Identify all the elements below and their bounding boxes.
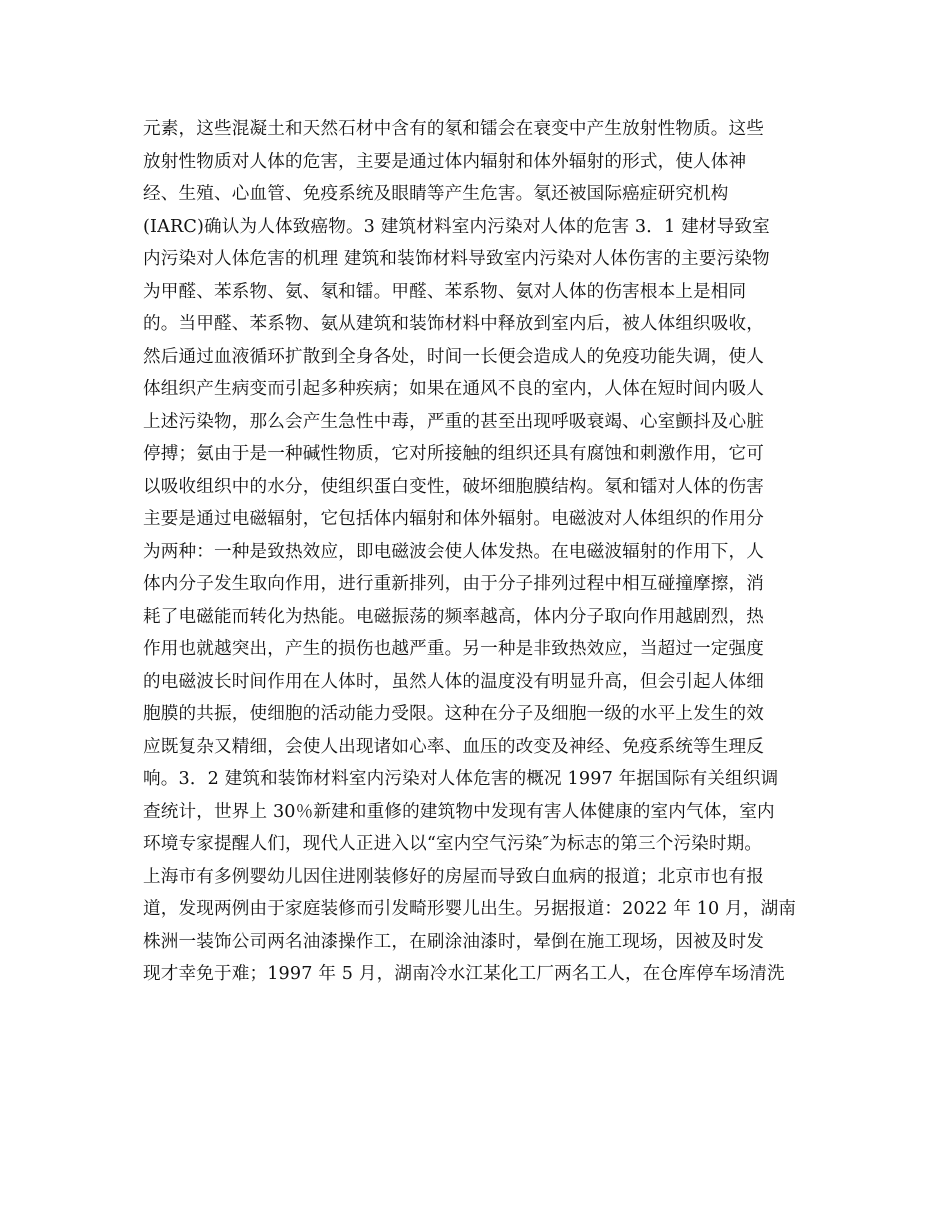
text-line: 的电磁波长时间作用在人体时，虽然人体的温度没有明显升高，但会引起人体细 — [143, 671, 765, 692]
text-line: 停搏；氨由于是一种碱性物质，它对所接触的组织还具有腐蚀和刺激作用，它可 — [143, 444, 765, 464]
text-line: 现才幸免于难；1997 年 5 月，湖南冷水江某化工厂两名工人，在仓库停车场清洗 — [143, 964, 785, 984]
text-line: 然后通过血液循环扩散到全身各处，时间一长便会造成人的免疫功能失调，使人 — [143, 346, 765, 367]
text-line: 放射性物质对人体的危害，主要是通过体内辐射和体外辐射的形式，使人体神 — [143, 151, 747, 172]
text-line: 查统计，世界上 30％新建和重修的建筑物中发现有害人体健康的室内气体，室内 — [143, 801, 775, 822]
text-line: 为两种：一种是致热效应，即电磁波会使人体发热。在电磁波辐射的作用下，人 — [143, 541, 765, 562]
text-line: 作用也就越突出，产生的损伤也越严重。另一种是非致热效应，当超过一定强度 — [143, 639, 765, 659]
text-line: 主要是通过电磁辐射，它包括体内辐射和体外辐射。电磁波对人体组织的作用分 — [143, 509, 765, 529]
text-line: 上海市有多例婴幼儿因住进刚装修好的房屋而导致白血病的报道；北京市也有报 — [143, 866, 765, 887]
text-line: (IARC)确认为人体致癌物。3 建筑材料室内污染对人体的危害 3．1 建材导致室 — [143, 216, 770, 237]
text-line: 胞膜的共振，使细胞的活动能力受限。这种在分子及细胞一级的水平上发生的效 — [143, 704, 765, 724]
text-line: 体内分子发生取向作用，进行重新排列，由于分子排列过程中相互碰撞摩擦，消 — [143, 574, 765, 594]
text-line: 上述污染物，那么会产生急性中毒，严重的甚至出现呼吸衰竭、心室颤抖及心脏 — [143, 411, 765, 432]
text-line: 体组织产生病变而引起多种疾病；如果在通风不良的室内，人体在短时间内吸人 — [143, 379, 765, 399]
text-line: 耗了电磁能而转化为热能。电磁振荡的频率越高，体内分子取向作用越剧烈，热 — [143, 606, 765, 627]
text-line: 内污染对人体危害的机理 建筑和装饰材料导致室内污染对人体伤害的主要污染物 — [143, 249, 770, 269]
text-line: 的。当甲醛、苯系物、氨从建筑和装饰材料中释放到室内后，被人体组织吸收， — [143, 314, 765, 334]
text-line: 应既复杂又精细，会使人出现诸如心率、血压的改变及神经、免疫系统等生理反 — [143, 736, 765, 757]
text-line: 以吸收组织中的水分，使组织蛋白变性，破坏细胞膜结构。氡和镭对人体的伤害 — [143, 476, 765, 497]
body-text — [143, 113, 823, 991]
text-line: 株洲一装饰公司两名油漆操作工，在刷涂油漆时，晕倒在施工现场，因被及时发 — [143, 931, 765, 952]
text-line: 元素，这些混凝土和天然石材中含有的氡和镭会在衰变中产生放射性物质。这些 — [143, 119, 765, 139]
text-line: 响。3．2 建筑和装饰材料室内污染对人体危害的概况 1997 年据国际有关组织调 — [143, 769, 779, 789]
text-line: 经、生殖、心血管、免疫系统及眼睛等产生危害。氡还被国际癌症研究机构 — [143, 184, 729, 204]
text-line: 为甲醛、苯系物、氨、氡和镭。甲醛、苯系物、氨对人体的伤害根本上是相同 — [143, 281, 747, 302]
text-line: 环境专家提醒人们，现代人正进入以“室内空气污染″为标志的第三个污染时期。 — [143, 834, 763, 854]
text-line: 道，发现两例由于家庭装修而引发畸形婴儿出生。另据报道：2022 年 10 月，湖南 — [143, 899, 797, 919]
